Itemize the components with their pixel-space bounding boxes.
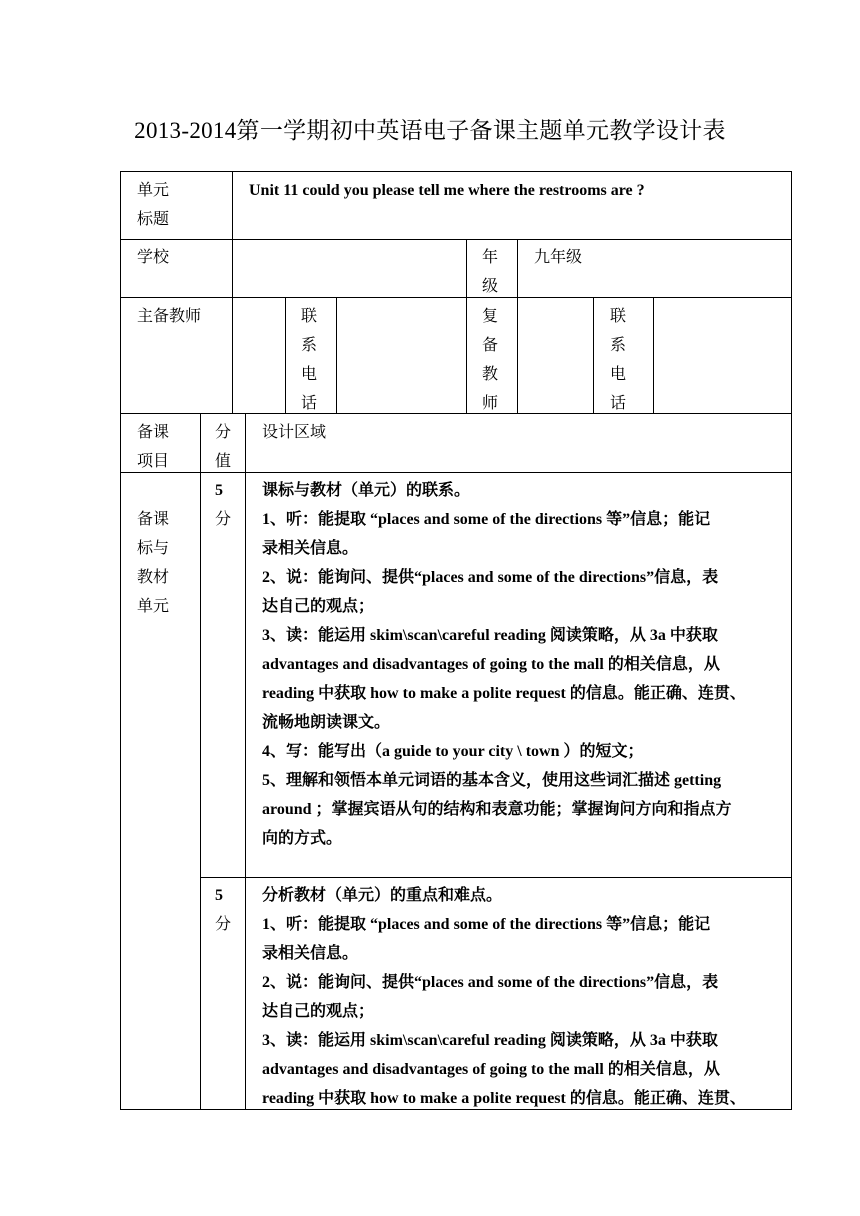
row-divider <box>120 239 792 240</box>
main-teacher-label: 主备教师 <box>137 308 202 325</box>
content-line: 课标与教材（单元）的联系。 <box>262 482 471 499</box>
school-label: 学校 <box>137 249 170 266</box>
row-divider <box>120 297 792 298</box>
content-line: 录相关信息。 <box>262 945 359 962</box>
content-line: 录相关信息。 <box>262 540 359 557</box>
row-divider <box>120 413 792 414</box>
document-title: 2013-2014第一学期初中英语电子备课主题单元教学设计表 <box>134 118 726 143</box>
content-line: 2、说：能询问、提供“places and some of the directions”信息，表 <box>262 974 719 991</box>
section2-content <box>262 881 782 1113</box>
unit-title-value: Unit 11 could you please tell me where the restrooms are ? <box>249 182 645 199</box>
content-line: 2、说：能询问、提供“places and some of the directions”信息，表 <box>262 569 719 586</box>
section1-label: 备课 标与 教材 单元 <box>137 511 170 615</box>
col-divider <box>593 297 594 413</box>
table-border-top <box>120 171 792 172</box>
col-divider <box>245 413 246 1110</box>
col-divider <box>232 171 233 413</box>
content-line: 分析教材（单元）的重点和难点。 <box>262 887 503 904</box>
col-divider <box>653 297 654 413</box>
design-area-label: 设计区域 <box>262 424 327 441</box>
col-divider <box>200 413 201 1110</box>
col-divider <box>517 239 518 413</box>
section1-score: 5 分 <box>215 482 232 528</box>
col-divider <box>466 239 467 413</box>
content-line: advantages and disadvantages of going to the mall 的相关信息，从 <box>262 1061 720 1078</box>
content-line: 达自己的观点； <box>262 598 375 615</box>
contact-phone-label: 联 系 电 话 <box>301 308 318 412</box>
content-line: advantages and disadvantages of going to the mall 的相关信息，从 <box>262 656 720 673</box>
content-line: 5、理解和领悟本单元词语的基本含义，使用这些词汇描述 getting <box>262 772 722 789</box>
unit-title-label: 单元 标题 <box>137 182 170 228</box>
content-line: 3、读：能运用 skim\scan\careful reading 阅读策略，从 3a 中获取 <box>262 1032 718 1049</box>
content-line: around ；掌握宾语从句的结构和表意功能；掌握询问方向和指点方 <box>262 801 732 818</box>
section2-score: 5 分 <box>215 887 232 933</box>
score-label: 分 值 <box>215 424 232 470</box>
content-line: 1、听：能提取 “places and some of the directions 等”信息；能记 <box>262 511 711 528</box>
contact-phone-label-2: 联 系 电 话 <box>610 308 627 412</box>
content-line: 达自己的观点； <box>262 1003 375 1020</box>
row-divider <box>200 877 792 878</box>
content-line: 向的方式。 <box>262 830 343 847</box>
grade-label: 年 级 <box>482 249 499 295</box>
co-teacher-label: 复 备 教 师 <box>482 308 499 412</box>
col-divider <box>285 297 286 413</box>
content-line: reading 中获取 how to make a polite request 的信息。能正确、连贯、 <box>262 1090 746 1107</box>
prep-item-label: 备课 项目 <box>137 424 170 470</box>
content-line: 4、写：能写出（a guide to your city \ town ）的短文； <box>262 743 644 760</box>
content-line: 3、读：能运用 skim\scan\careful reading 阅读策略，从 3a 中获取 <box>262 627 718 644</box>
table-border-right <box>791 171 792 1110</box>
table-border-left <box>120 171 121 1110</box>
content-line: reading 中获取 how to make a polite request 的信息。能正确、连贯、 <box>262 685 746 702</box>
section1-content <box>262 476 782 853</box>
content-line: 流畅地朗读课文。 <box>262 714 391 731</box>
content-line: 1、听：能提取 “places and some of the directions 等”信息；能记 <box>262 916 711 933</box>
grade-value: 九年级 <box>534 249 583 266</box>
col-divider <box>336 297 337 413</box>
